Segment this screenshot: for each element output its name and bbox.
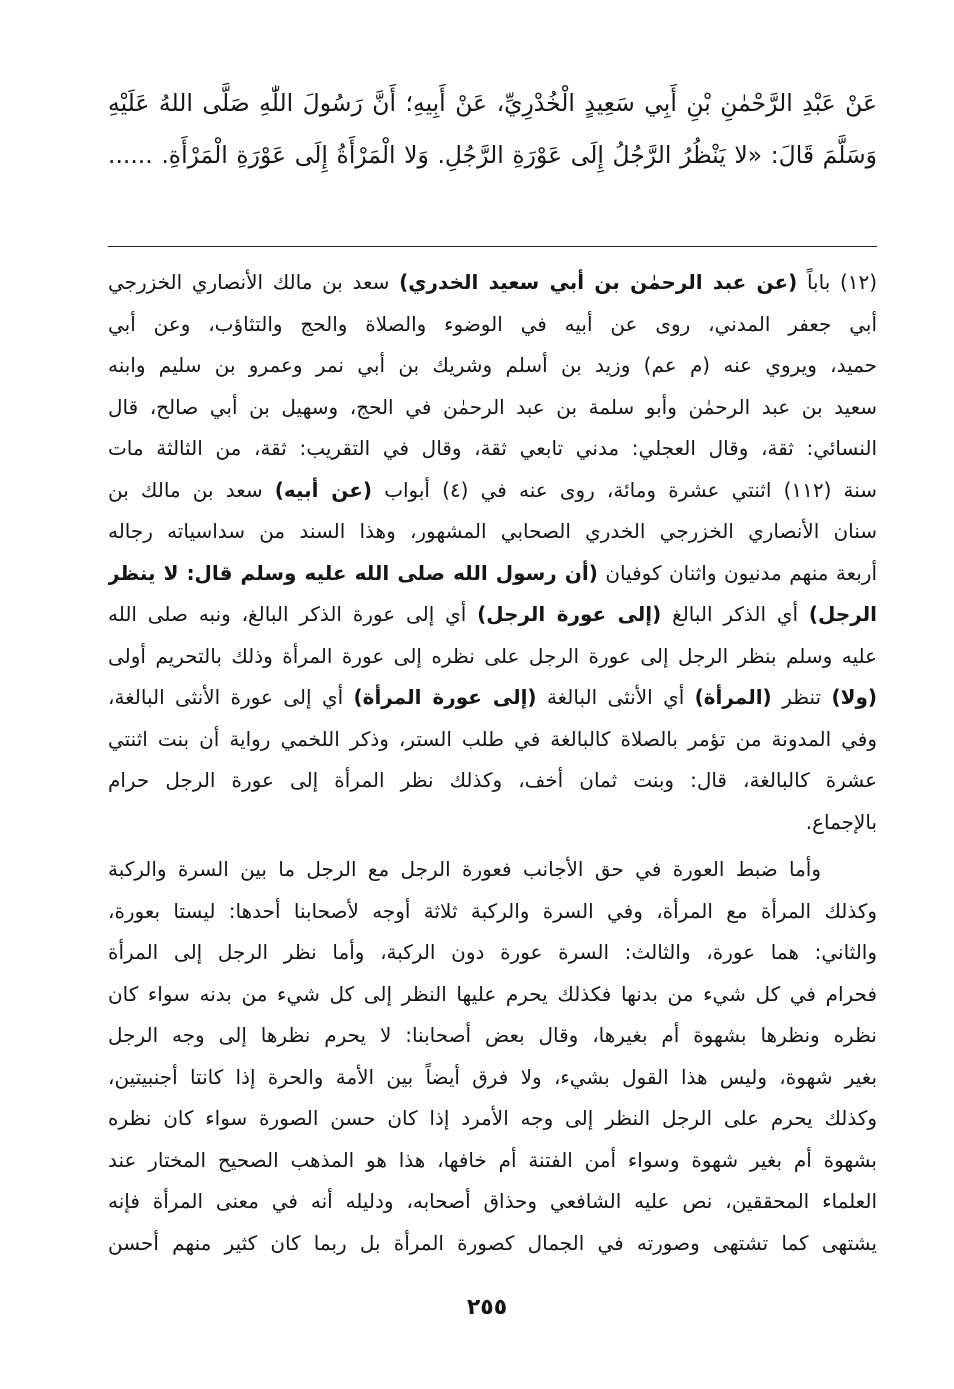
commentary-text: تنظر bbox=[771, 685, 832, 709]
commentary-line bbox=[108, 932, 877, 974]
commentary-line-text bbox=[108, 270, 877, 294]
commentary-line-text bbox=[108, 436, 877, 460]
commentary-text: أي الأنثى البالغة bbox=[536, 685, 695, 709]
bold-quoted-text: (أن رسول الله صلى الله عليه وسلم قال: لا ينظر bbox=[108, 560, 598, 585]
commentary-line-text bbox=[108, 899, 877, 923]
commentary-text: أي الذكر البالغ bbox=[661, 602, 809, 626]
hadith-text bbox=[108, 77, 877, 181]
commentary-text: عليه وسلم بنظر الرجل إلى عورة الرجل على نظره إلى عورة المرأة وذلك بالتحريم أولى bbox=[108, 643, 877, 668]
commentary-text: حميد، ويروي عنه (م عم) وزيد بن أسلم وشريك بن أبي نمر وعمرو بن سليم وابنه bbox=[108, 353, 877, 377]
commentary-line-text bbox=[108, 395, 877, 419]
commentary-line-text bbox=[108, 1023, 877, 1047]
commentary-line-text bbox=[108, 727, 877, 751]
commentary-line bbox=[108, 345, 877, 387]
commentary-line-text bbox=[108, 1148, 877, 1172]
commentary-line-text bbox=[108, 602, 877, 626]
commentary-text: سنان الأنصاري الخزرجي الخدري الصحابي المشهور، وهذا السند من سداسياته رجاله bbox=[108, 519, 877, 543]
commentary-text: أي إلى عورة الأنثى البالغة، bbox=[108, 685, 354, 709]
commentary-text: وكذلك المرأة مع المرأة، وفي السرة والركبة ثلاثة أوجه لأصحابنا أحدها: ليستا بعورة، bbox=[108, 898, 877, 923]
commentary-line-text bbox=[108, 685, 877, 709]
commentary-text: والثاني: هما عورة، والثالث: السرة عورة دون الركبة، وأما نظر الرجل إلى المرأة bbox=[108, 940, 877, 964]
commentary-line bbox=[108, 304, 877, 346]
commentary-line bbox=[108, 511, 877, 553]
commentary-line bbox=[108, 553, 877, 595]
commentary-line bbox=[108, 760, 877, 802]
commentary-line bbox=[108, 719, 877, 761]
commentary-text: وفي المدونة من تؤمر بالصلاة كالبالغة في طلب الستر، وذكر اللخمي رواية أن بنت اثنتي bbox=[108, 726, 877, 751]
bold-quoted-text: (المرأة) bbox=[694, 685, 772, 709]
commentary-line bbox=[108, 594, 877, 636]
commentary-line-text bbox=[108, 312, 877, 336]
commentary-text: (١٢) باباً bbox=[797, 270, 877, 294]
commentary-text: عشرة كالبالغة، قال: وبنت ثمان أخف، وكذلك نظر المرأة إلى عورة الرجل حرام bbox=[108, 768, 877, 792]
commentary-line bbox=[108, 1098, 877, 1140]
commentary-line-text bbox=[108, 353, 877, 377]
bold-quoted-text: الرجل) bbox=[808, 602, 877, 626]
bold-quoted-text: (عن عبد الرحمٰن بن أبي سعيد الخدري) bbox=[399, 270, 798, 294]
commentary-paragraph bbox=[108, 262, 877, 843]
hadith-line-text: عَنْ عَبْدِ الرَّحْمٰنِ بْنِ أَبِي سَعِيدٍ الْخُدْرِيِّ، عَنْ أَبِيهِ؛ أَنَّ رَسُولَ اللّٰهِ صَلَّى اللهُ عَلَيْهِ bbox=[108, 89, 877, 117]
commentary-line-text bbox=[108, 519, 877, 543]
bold-quoted-text: (ولا) bbox=[831, 685, 877, 709]
commentary-text: يشتهى كما تشتهى وصورته في الجمال كصورة المرأة بل ربما كان كثير منهم أحسن bbox=[108, 1230, 877, 1255]
commentary-line bbox=[108, 974, 877, 1016]
commentary-line bbox=[108, 1181, 877, 1223]
commentary-line bbox=[108, 1057, 877, 1099]
commentary-line bbox=[108, 891, 877, 933]
commentary-line-text bbox=[108, 768, 877, 792]
commentary-line-text bbox=[108, 1065, 877, 1089]
commentary-text: بالإجماع. bbox=[805, 809, 877, 834]
commentary-line-text bbox=[108, 982, 877, 1006]
commentary-line bbox=[108, 428, 877, 470]
commentary-line bbox=[108, 262, 877, 304]
commentary-text: سعيد بن عبد الرحمٰن وأبو سلمة بن عبد الرحمٰن في الحج، وسهيل بن أبي صالح، قال bbox=[108, 394, 877, 419]
commentary-text: نظره ونظرها بشهوة أم بغيرها، وقال بعض أصحابنا: لا يحرم نظرها إلى وجه الرجل bbox=[108, 1023, 877, 1047]
commentary-line-text bbox=[806, 810, 877, 834]
commentary-text: العلماء المحققين، نص عليه الشافعي وحذاق أصحابه، ودليله أنه في معنى المرأة فإنه bbox=[108, 1189, 877, 1213]
commentary-line-text bbox=[108, 857, 821, 881]
commentary-line-text bbox=[108, 1106, 877, 1130]
commentary-line bbox=[108, 802, 877, 844]
commentary-line-text bbox=[108, 1189, 877, 1213]
commentary-line-text bbox=[108, 940, 877, 964]
page-number: ٢٥٥ bbox=[466, 1295, 508, 1320]
commentary-text: بغير شهوة، وليس هذا القول بشيء، ولا فرق أيضاً بين الأمة والحرة إذا كانتا أجنبيتين، bbox=[108, 1064, 877, 1089]
commentary-line bbox=[108, 1015, 877, 1057]
commentary-text: أربعة منهم مدنيون واثنان كوفيان bbox=[597, 560, 877, 585]
commentary-line bbox=[108, 1223, 877, 1265]
commentary-line bbox=[108, 849, 877, 891]
bold-quoted-text: (إلى عورة المرأة) bbox=[353, 685, 537, 709]
hadith-line bbox=[108, 77, 877, 129]
commentary bbox=[108, 262, 877, 1264]
commentary-text: فحرام في كل شيء من بدنها فكذلك يحرم عليها النظر إلى كل شيء من بدنه سواء كان bbox=[108, 981, 877, 1006]
commentary-line-text bbox=[108, 644, 877, 668]
commentary-paragraph bbox=[108, 849, 877, 1264]
commentary-text: النسائي: ثقة، وقال العجلي: مدني تابعي ثقة، وقال في التقريب: ثقة، من الثالثة مات bbox=[108, 436, 877, 460]
commentary-text: وأما ضبط العورة في حق الأجانب فعورة الرجل مع الرجل ما بين السرة والركبة bbox=[108, 857, 821, 881]
commentary-line bbox=[108, 470, 877, 512]
bold-quoted-text: (إلى عورة الرجل) bbox=[477, 602, 662, 626]
commentary-line bbox=[108, 677, 877, 719]
commentary-text: سعد بن مالك بن bbox=[108, 477, 275, 502]
commentary-line-text bbox=[108, 561, 877, 585]
commentary-line-text bbox=[108, 478, 877, 502]
hadith-line bbox=[108, 129, 877, 181]
commentary-text: سنة (١١٢) اثنتي عشرة ومائة، روى عنه في (٤) أبواب bbox=[372, 477, 877, 502]
commentary-line-text bbox=[108, 1231, 877, 1255]
bold-quoted-text: (عن أبيه) bbox=[274, 477, 373, 502]
commentary-line bbox=[108, 1140, 877, 1182]
commentary-text: أبي جعفر المدني، روى عن أبيه في الوضوء والصلاة والحج والتثاؤب، وعن أبي bbox=[108, 311, 877, 336]
commentary-text: بشهوة أم بغير شهوة وسواء أمن الفتنة أم خافها، هذا هو المذهب الصحيح المختار عند bbox=[108, 1147, 877, 1172]
commentary-text: وكذلك يحرم على الرجل النظر إلى وجه الأمرد إذا كان حسن الصورة سواء كان نظره bbox=[108, 1106, 877, 1130]
commentary-text: سعد بن مالك الأنصاري الخزرجي bbox=[108, 270, 400, 294]
commentary-text: أي إلى عورة الذكر البالغ، ونبه صلى الله bbox=[108, 602, 478, 626]
commentary-line bbox=[108, 636, 877, 678]
commentary-line bbox=[108, 387, 877, 429]
footnote-divider bbox=[108, 246, 877, 247]
hadith-line-text: وَسَلَّمَ قَالَ: «لا يَنْظُرُ الرَّجُلُ إِلَى عَوْرَةِ الرَّجُلِ. وَلا الْمَرْأَةُ إِلَى عَوْرَةِ الْمَرْأَةِ. ...... bbox=[108, 141, 877, 169]
